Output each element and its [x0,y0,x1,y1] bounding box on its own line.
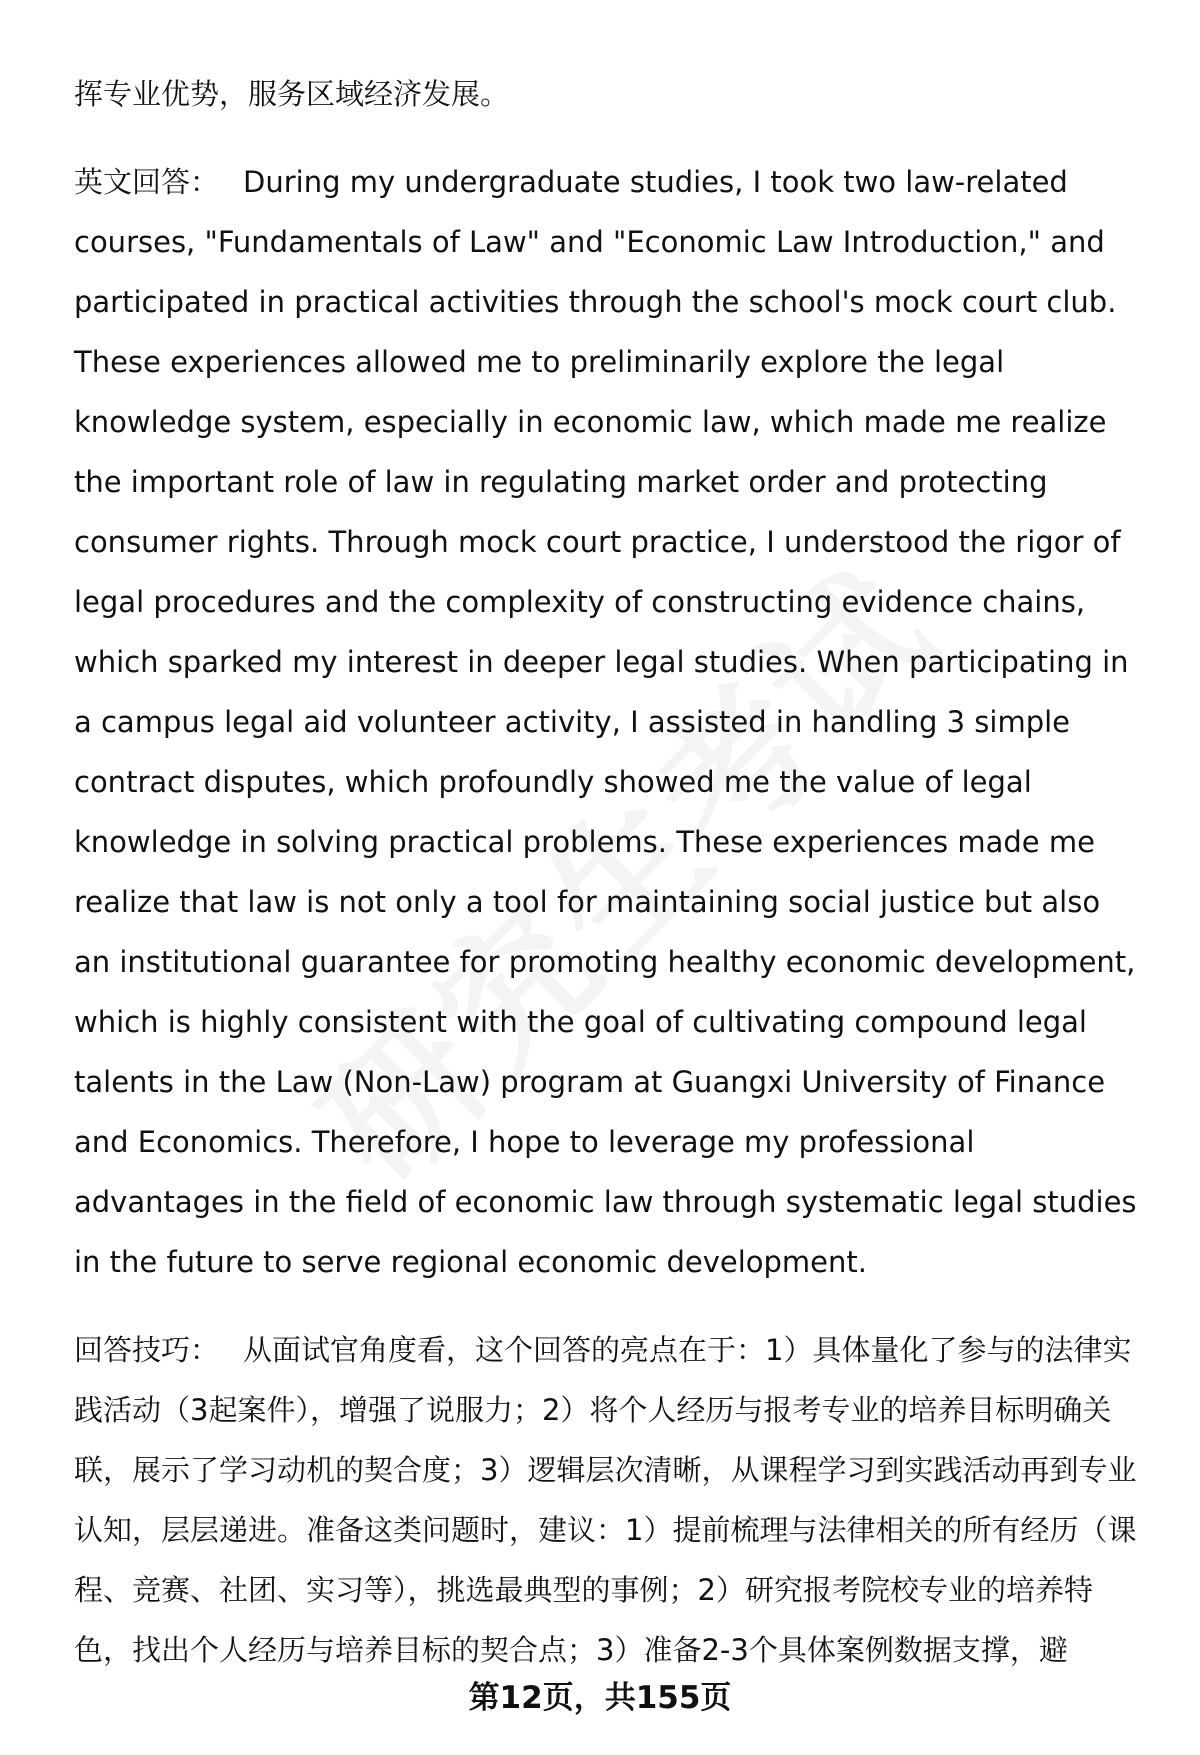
paragraph-text: 挥专业优势，服务区域经济发展。 [74,77,510,111]
paragraph-text: During my undergraduate studies, I took two law-related courses, "Fundamentals of Law" and "Economic Law Introduction," and participated in practical activities through the school's mock court club. These experiences allowed me to preliminarily explore the legal knowledge system, especially in economic law, which made me realize the important role of law in regulating market order and protecting consumer rights. Through mock court practice, I understood the rigor of legal procedures and the complexity of constructing evidence chains, which sparked my interest in deeper legal studies. When participating in a campus legal aid volunteer activity, I assisted in handling 3 simple contract disputes, which profoundly showed me the value of legal knowledge in solving practical problems. These experiences made me realize that law is not only a tool for maintaining social justice but also an institutional guarantee for promoting healthy economic development, which is highly consistent with the goal of cultivating compound legal talents in the Law (Non-Law) program at Guangxi University of Finance and Economics. Therefore, I hope to leverage my professional advantages in the field of economic law through systematic legal studies in the future to serve regional economic development. [74,165,1137,1279]
paragraph-text: 从面试官角度看，这个回答的亮点在于：1）具体量化了参与的法律实践活动（3起案件），增强了说服力；2）将个人经历与报考专业的培养目标明确关联，展示了学习动机的契合度；3）逻辑层次清晰，从课程学习到实践活动再到专业认知，层层递进。准备这类问题时，建议：1）提前梳理与法律相关的所有经历（课程、竞赛、社团、实习等），挑选最典型的事例；2）研究报考院校专业的培养特色，找出个人经历与培养目标的契合点；3）准备2-3个具体案例数据支撑，避 [74,1333,1137,1667]
paragraph-label: 英文回答： [74,165,220,199]
paragraph-label: 回答技巧： [74,1333,220,1367]
document-body [74,64,1144,1680]
paragraph-answer-tips [74,1320,1144,1680]
paragraph-continuation [74,64,1144,124]
paragraph-english-answer [74,152,1144,1292]
page-number: 第12页，共155页 [468,1680,732,1716]
